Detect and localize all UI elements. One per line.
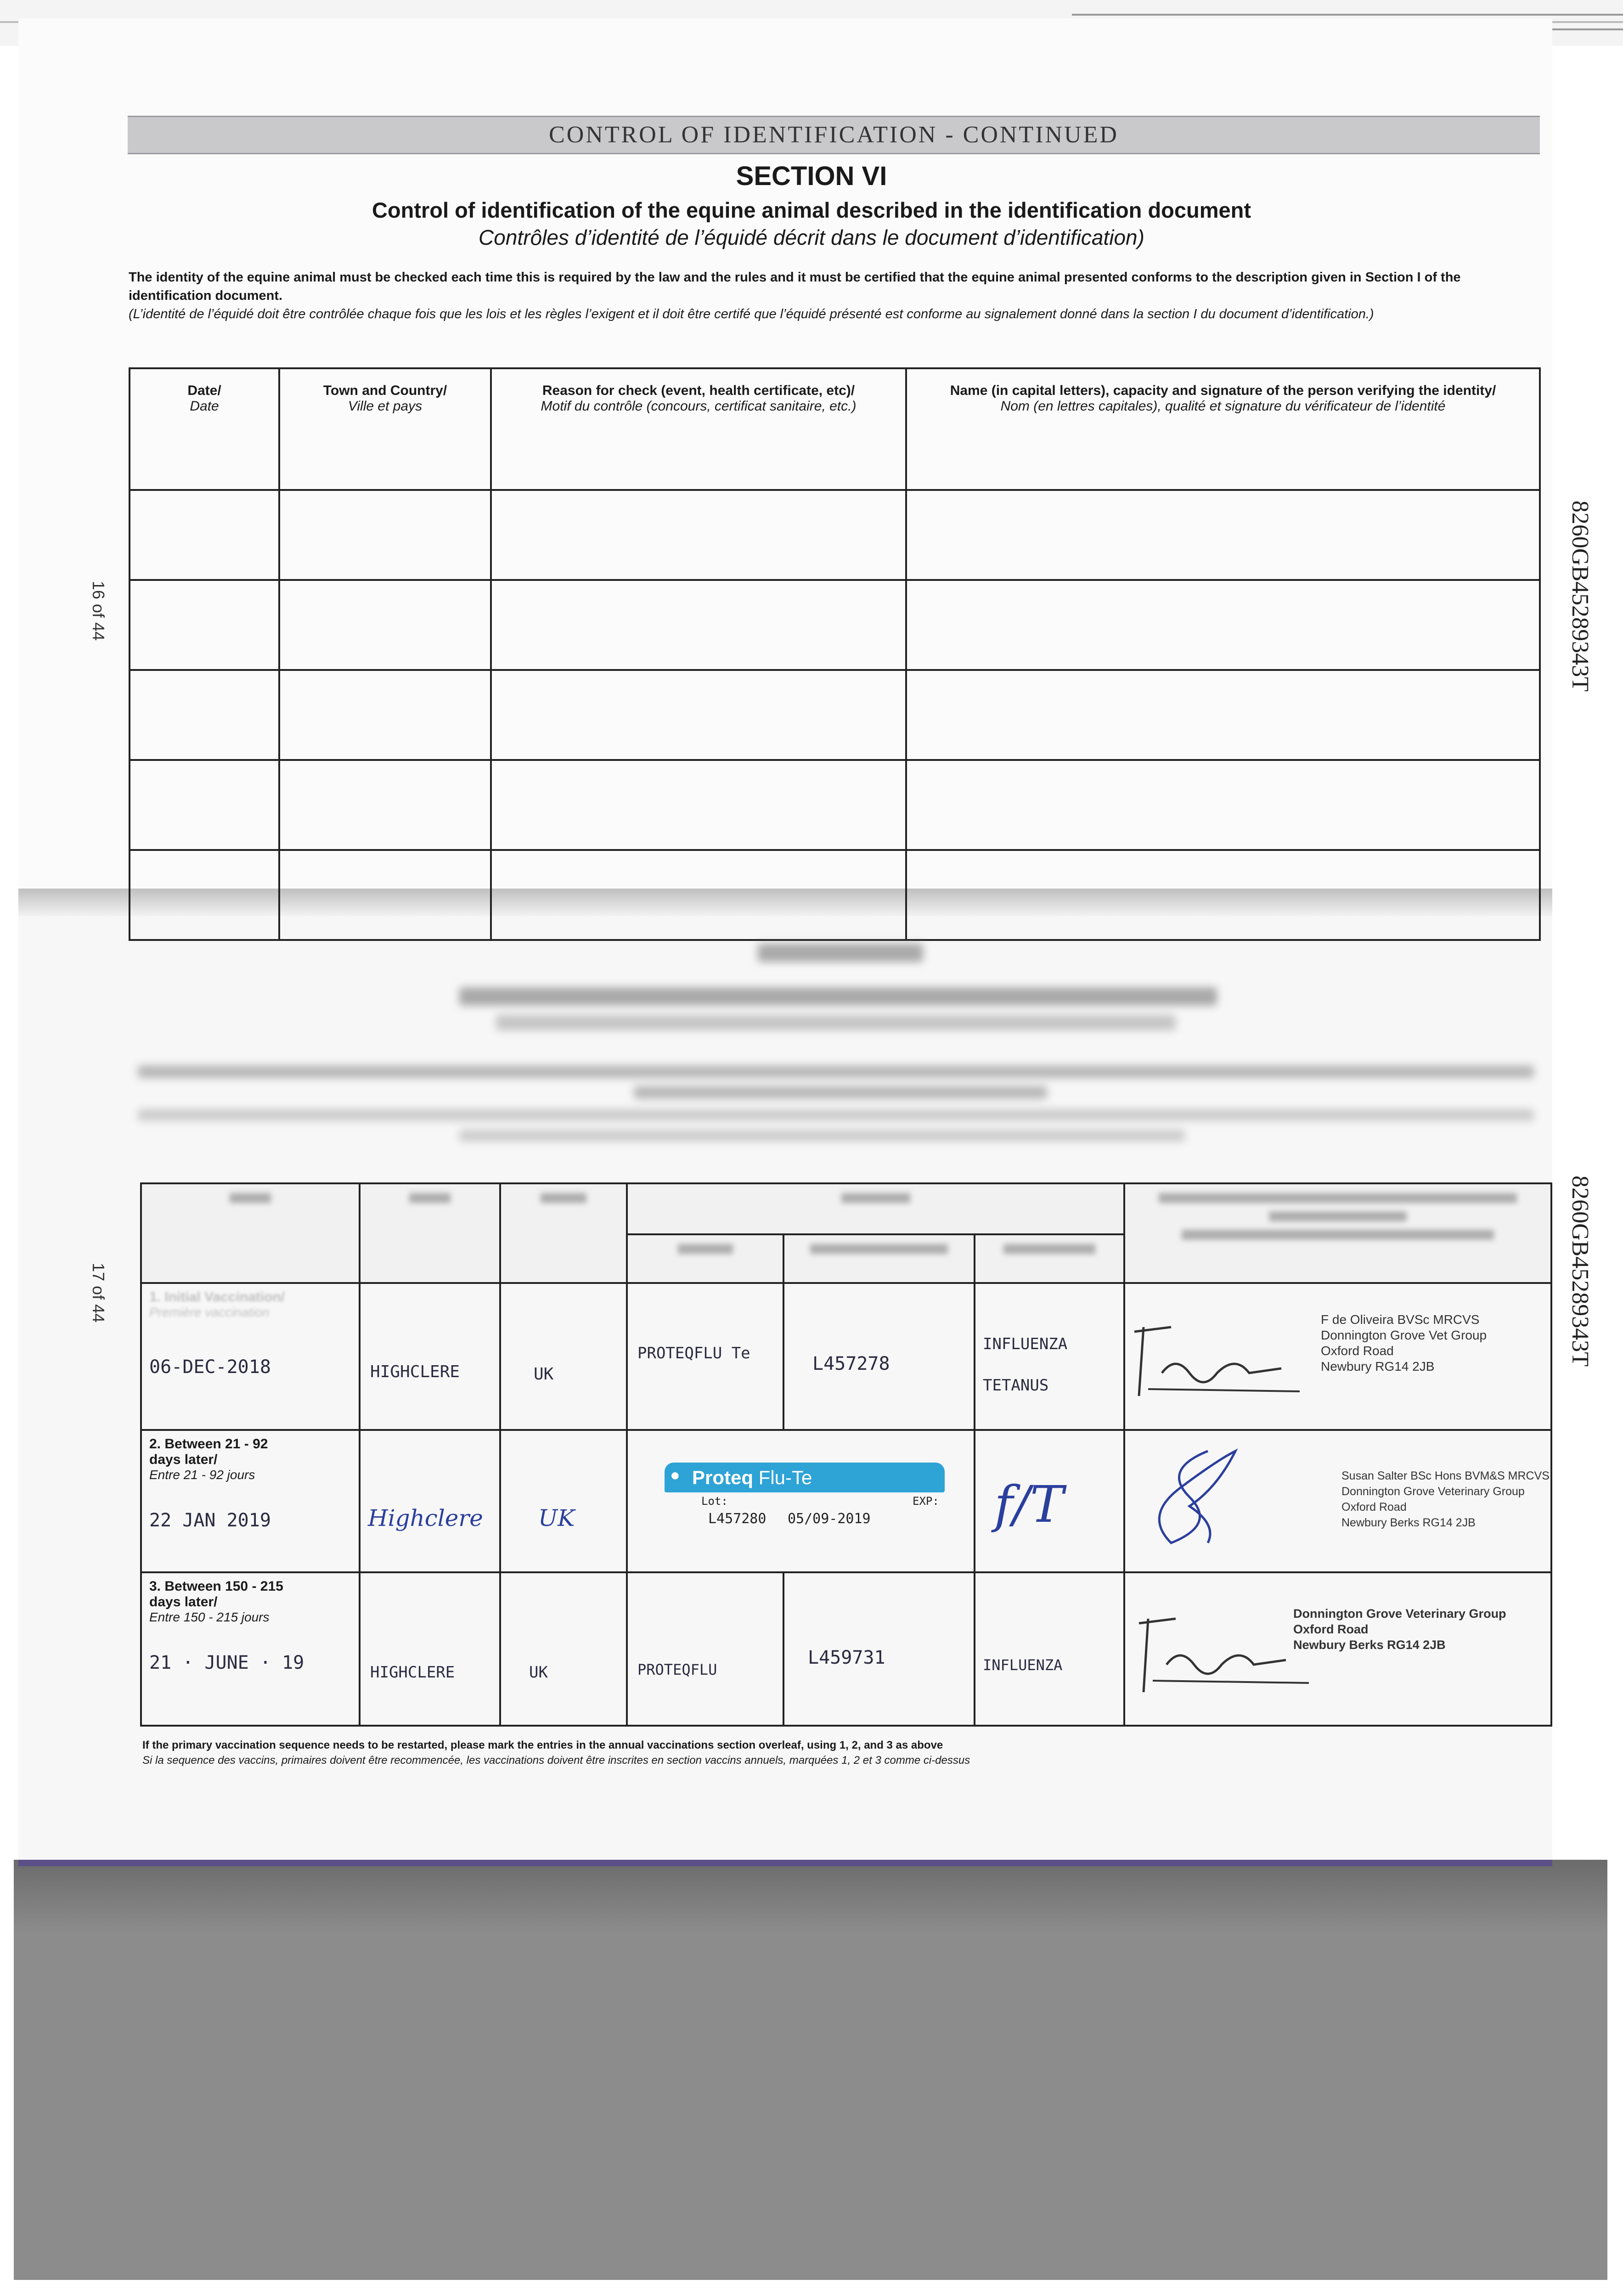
stamp-line: Oxford Road xyxy=(1293,1622,1369,1636)
header-en: Name (in capital letters), capacity and signature of the person verifying the identity/ xyxy=(950,383,1496,398)
handwritten-disease: INFLUENZA TETANUS xyxy=(983,1335,1068,1395)
row-label-fr: Entre 21 - 92 jours xyxy=(149,1468,255,1482)
handwritten-country: UK xyxy=(538,1505,575,1531)
handwritten-batch-number: L457278 xyxy=(812,1353,890,1374)
sticker-lot-label: Lot: xyxy=(701,1495,728,1508)
column-header-vaccine-name xyxy=(627,1234,783,1283)
cell xyxy=(906,490,1540,580)
handwritten-batch-number: L459731 xyxy=(808,1647,885,1668)
row-label-en: 3. Between 150 - 215 days later/ xyxy=(149,1579,283,1609)
country-cell xyxy=(500,1572,627,1726)
place-cell xyxy=(360,1430,500,1572)
column-header-disease xyxy=(975,1234,1124,1283)
handwritten-country: UK xyxy=(529,1663,548,1682)
cell xyxy=(491,580,906,670)
stamp-line: Oxford Road xyxy=(1341,1501,1407,1514)
place-cell xyxy=(360,1572,500,1726)
place-cell xyxy=(360,1283,500,1430)
stamp-line: Oxford Road xyxy=(1321,1344,1394,1358)
stamp-line: F de Oliveira BVSc MRCVS xyxy=(1321,1312,1480,1327)
disease-cell xyxy=(975,1283,1124,1430)
column-header-date xyxy=(130,368,279,490)
handwritten-date: 22 JAN 2019 xyxy=(149,1510,271,1531)
row-label-fr: Première vaccination xyxy=(149,1305,270,1319)
cell xyxy=(279,580,491,670)
handwritten-disease: f/T xyxy=(994,1475,1064,1534)
drop-icon: ● xyxy=(670,1465,680,1484)
batch-number-cell xyxy=(783,1572,975,1726)
stamp-line: Donnington Grove Vet Group xyxy=(1321,1328,1487,1342)
handwritten-place: HIGHCLERE xyxy=(370,1663,455,1682)
cell xyxy=(279,850,491,940)
blurred-heading-french xyxy=(496,1015,1176,1030)
table-row xyxy=(141,1572,1551,1726)
handwritten-vaccine-name: PROTEQFLU xyxy=(637,1661,717,1678)
vaccine-name-cell xyxy=(627,1572,783,1726)
page-number-17: 17 of 44 xyxy=(89,1263,108,1323)
header-en: Date/ xyxy=(187,383,221,398)
table-row xyxy=(130,580,1540,670)
practice-stamp xyxy=(1293,1606,1550,1653)
practice-stamp xyxy=(1321,1312,1550,1374)
sticker-lot-number: L457280 xyxy=(708,1511,766,1527)
sticker-brand: Proteq xyxy=(692,1467,754,1488)
column-header-practice-stamp xyxy=(1124,1183,1551,1283)
heading-french: Contrôles d’identité de l’équidé décrit dans le document d’identification) xyxy=(479,225,1144,249)
page-number-16: 16 of 44 xyxy=(89,581,108,641)
country-cell xyxy=(500,1283,627,1430)
handwritten-country: UK xyxy=(534,1365,554,1384)
heading-english: Control of identification of the equine animal described in the identification document xyxy=(372,198,1251,222)
column-header-reason xyxy=(491,368,906,490)
scanner-shadow xyxy=(14,1860,1607,1933)
row-label-cell xyxy=(141,1430,360,1572)
cell xyxy=(906,850,1540,940)
table-header-row xyxy=(141,1183,1551,1234)
blurred-intro-line xyxy=(138,1065,1534,1078)
signature-row-1 xyxy=(1130,1313,1313,1405)
identity-check-table xyxy=(129,367,1541,941)
side-passport-id: 8260GB452893​43T xyxy=(1567,501,1593,692)
table-row xyxy=(130,850,1540,940)
signature-row-3 xyxy=(1134,1609,1318,1701)
cell xyxy=(491,670,906,760)
header-en: Town and Country/ xyxy=(323,383,447,398)
country-cell xyxy=(500,1430,627,1572)
cell xyxy=(279,490,491,580)
disease-cell xyxy=(975,1572,1124,1726)
cell xyxy=(906,760,1540,850)
vaccine-sticker-details xyxy=(665,1492,945,1548)
scan-line xyxy=(1072,14,1623,16)
cell xyxy=(491,850,906,940)
row-label-cell xyxy=(141,1572,360,1726)
row-label-en: 1. Initial Vaccination/ xyxy=(149,1289,285,1305)
column-header-place xyxy=(360,1183,500,1283)
blurred-section-title xyxy=(758,944,923,962)
handwritten-place: HIGHCLERE xyxy=(370,1362,460,1381)
cell xyxy=(130,850,279,940)
cell xyxy=(491,490,906,580)
table-row xyxy=(141,1283,1551,1430)
column-header-country xyxy=(500,1183,627,1283)
row-label-cell xyxy=(141,1283,360,1430)
section-title: SECTION VI xyxy=(736,161,887,191)
cell xyxy=(906,580,1540,670)
intro-french: (L’identité de l’équidé doit être contrôlée chaque fois que les lois et les règles l’exigent et il doit être certifé que l’équidé présenté est conforme au signalement donné dans la section I du document d’identification.) xyxy=(129,307,1374,321)
cell xyxy=(279,670,491,760)
vaccine-name-cell xyxy=(627,1283,783,1430)
cell xyxy=(130,490,279,580)
handwritten-place: Highclere xyxy=(368,1505,483,1531)
handwritten-date: 21 · JUNE · 19 xyxy=(149,1652,304,1673)
signature-row-2 xyxy=(1139,1437,1277,1552)
footer-note-french: Si la sequence des vaccins, primaires doivent être recommencée, les vaccinations doivent être inscrites en section vaccins annuels, marquées 1, 2 et 3 comme ci-dessus xyxy=(142,1754,970,1767)
header-fr: Nom (en lettres capitales), qualité et signature du vérificateur de l’identité xyxy=(1000,399,1446,414)
column-header-date xyxy=(141,1183,360,1283)
header-fr: Motif du contrôle (concours, certificat sanitaire, etc.) xyxy=(541,399,857,414)
cell xyxy=(130,670,279,760)
cell xyxy=(130,760,279,850)
cell xyxy=(906,670,1540,760)
handwritten-vaccine-name: PROTEQFLU Te xyxy=(637,1344,750,1362)
column-header-batch-number xyxy=(783,1234,975,1283)
cell xyxy=(279,760,491,850)
header-fr: Date xyxy=(190,399,219,414)
stamp-line: Donnington Grove Veterinary Group xyxy=(1293,1607,1506,1621)
stamp-line: Donnington Grove Veterinary Group xyxy=(1341,1485,1525,1498)
blurred-intro-line xyxy=(138,1109,1534,1121)
handwritten-date: 06-DEC-2018 xyxy=(149,1356,271,1378)
header-en: Reason for check (event, health certificate, etc)/ xyxy=(542,383,855,398)
cell xyxy=(130,580,279,670)
sticker-product: Flu-Te xyxy=(758,1467,812,1488)
sticker-exp-date: 05/09-2019 xyxy=(788,1511,871,1527)
practice-stamp xyxy=(1341,1468,1550,1531)
blurred-intro-line xyxy=(634,1086,1047,1099)
stamp-line: Newbury RG14 2JB xyxy=(1321,1359,1435,1373)
table-header-row xyxy=(130,368,1540,490)
blurred-heading xyxy=(459,987,1217,1006)
row-label-en: 2. Between 21 - 92 days later/ xyxy=(149,1436,268,1467)
footer-note-english: If the primary vaccination sequence needs to be restarted, please mark the entries in the annual vaccinations section overleaf, using 1, 2, and 3 as above xyxy=(142,1739,943,1751)
column-header-vaccine xyxy=(627,1183,1124,1234)
table-row xyxy=(130,760,1540,850)
vaccination-table xyxy=(140,1182,1552,1727)
stamp-line: Susan Salter BSc Hons BVM&S MRCVS xyxy=(1341,1469,1550,1482)
vaccine-sticker-label xyxy=(665,1463,945,1492)
stamp-line: Newbury Berks RG14 2JB xyxy=(1341,1516,1476,1529)
column-header-town xyxy=(279,368,491,490)
table-row xyxy=(130,490,1540,580)
side-passport-id: 8260GB452893​43T xyxy=(1567,1176,1593,1367)
intro-english: The identity of the equine animal must be checked each time this is required by the law and the rules and it must be certified that the equine animal presented conforms to the description given in Section I of the identification document. xyxy=(129,270,1461,303)
section-banner: CONTROL OF IDENTIFICATION - CONTINUED xyxy=(128,116,1540,154)
blurred-intro-line xyxy=(459,1130,1185,1142)
cell xyxy=(491,760,906,850)
column-header-verifier xyxy=(906,368,1540,490)
handwritten-disease: INFLUENZA xyxy=(983,1656,1063,1674)
batch-number-cell xyxy=(783,1283,975,1430)
table-row xyxy=(130,670,1540,760)
header-fr: Ville et pays xyxy=(348,399,423,414)
stamp-line: Newbury Berks RG14 2JB xyxy=(1293,1638,1446,1652)
row-label-fr: Entre 150 - 215 jours xyxy=(149,1610,270,1624)
disease-cell xyxy=(975,1430,1124,1572)
sticker-exp-label: EXP: xyxy=(913,1495,939,1508)
